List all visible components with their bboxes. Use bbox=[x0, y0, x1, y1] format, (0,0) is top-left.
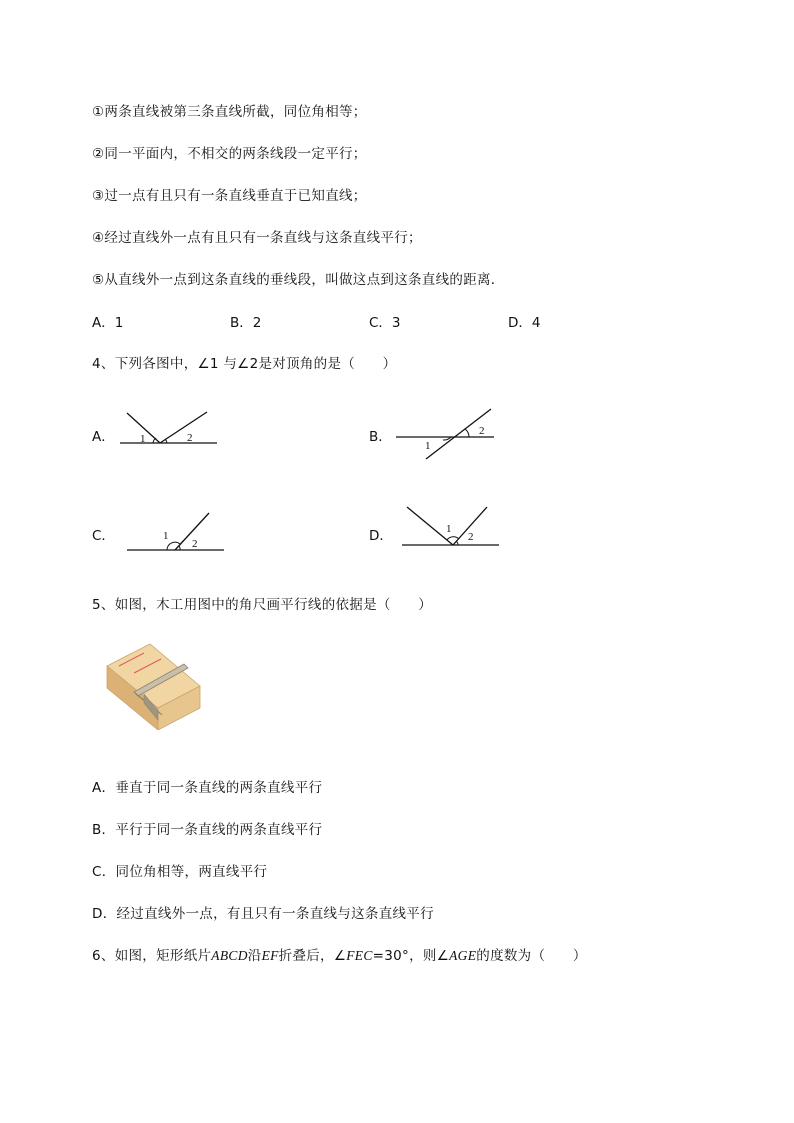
q4-stem: 4、下列各图中，∠1 与∠2是对顶角的是（ ） bbox=[92, 356, 397, 372]
svg-text:2: 2 bbox=[479, 425, 485, 437]
statement-5: ⑤从直线外一点到这条直线的垂线段，叫做这点到这条直线的距离． bbox=[92, 272, 505, 288]
q5-option-c[interactable]: C．同位角相等，两直线平行 bbox=[92, 864, 268, 880]
svg-text:2: 2 bbox=[192, 538, 198, 550]
q5-option-b[interactable]: B．平行于同一条直线的两条直线平行 bbox=[92, 822, 323, 838]
q3-option-b[interactable]: B．2 bbox=[230, 315, 262, 331]
q4-option-d-diagram bbox=[400, 503, 502, 551]
q4-option-d-label[interactable]: D． bbox=[369, 528, 393, 544]
svg-text:2: 2 bbox=[468, 531, 474, 543]
q4-option-a-label[interactable]: A． bbox=[92, 429, 115, 445]
statement-2: ②同一平面内，不相交的两条线段一定平行； bbox=[92, 146, 367, 162]
q5-stem: 5、如图，木工用图中的角尺画平行线的依据是（ ） bbox=[92, 597, 433, 613]
q4-option-c-diagram bbox=[123, 508, 229, 556]
q5-option-a[interactable]: A．垂直于同一条直线的两条直线平行 bbox=[92, 780, 323, 796]
svg-text:1: 1 bbox=[163, 530, 169, 542]
wooden-block-with-square-image bbox=[104, 638, 204, 730]
svg-text:1: 1 bbox=[446, 523, 452, 535]
q4-option-b-label[interactable]: B． bbox=[369, 429, 392, 445]
svg-text:2: 2 bbox=[187, 432, 193, 444]
q6-stem: 6、如图，矩形纸片ABCD沿EF折叠后，∠FEC=30°，则∠AGE的度数为（ ） bbox=[92, 948, 587, 964]
q4-option-b-diagram bbox=[393, 405, 503, 465]
q4-option-a-diagram bbox=[115, 405, 225, 450]
svg-text:1: 1 bbox=[140, 433, 146, 445]
q3-option-c[interactable]: C．3 bbox=[369, 315, 401, 331]
svg-text:1: 1 bbox=[425, 440, 431, 452]
q3-option-a[interactable]: A．1 bbox=[92, 315, 124, 331]
statement-4: ④经过直线外一点有且只有一条直线与这条直线平行； bbox=[92, 230, 422, 246]
q3-option-d[interactable]: D．4 bbox=[508, 315, 541, 331]
statement-1: ①两条直线被第三条直线所截，同位角相等； bbox=[92, 104, 367, 120]
q5-option-d[interactable]: D．经过直线外一点，有且只有一条直线与这条直线平行 bbox=[92, 906, 434, 922]
statement-3: ③过一点有且只有一条直线垂直于已知直线； bbox=[92, 188, 367, 204]
q4-option-c-label[interactable]: C． bbox=[92, 528, 115, 544]
